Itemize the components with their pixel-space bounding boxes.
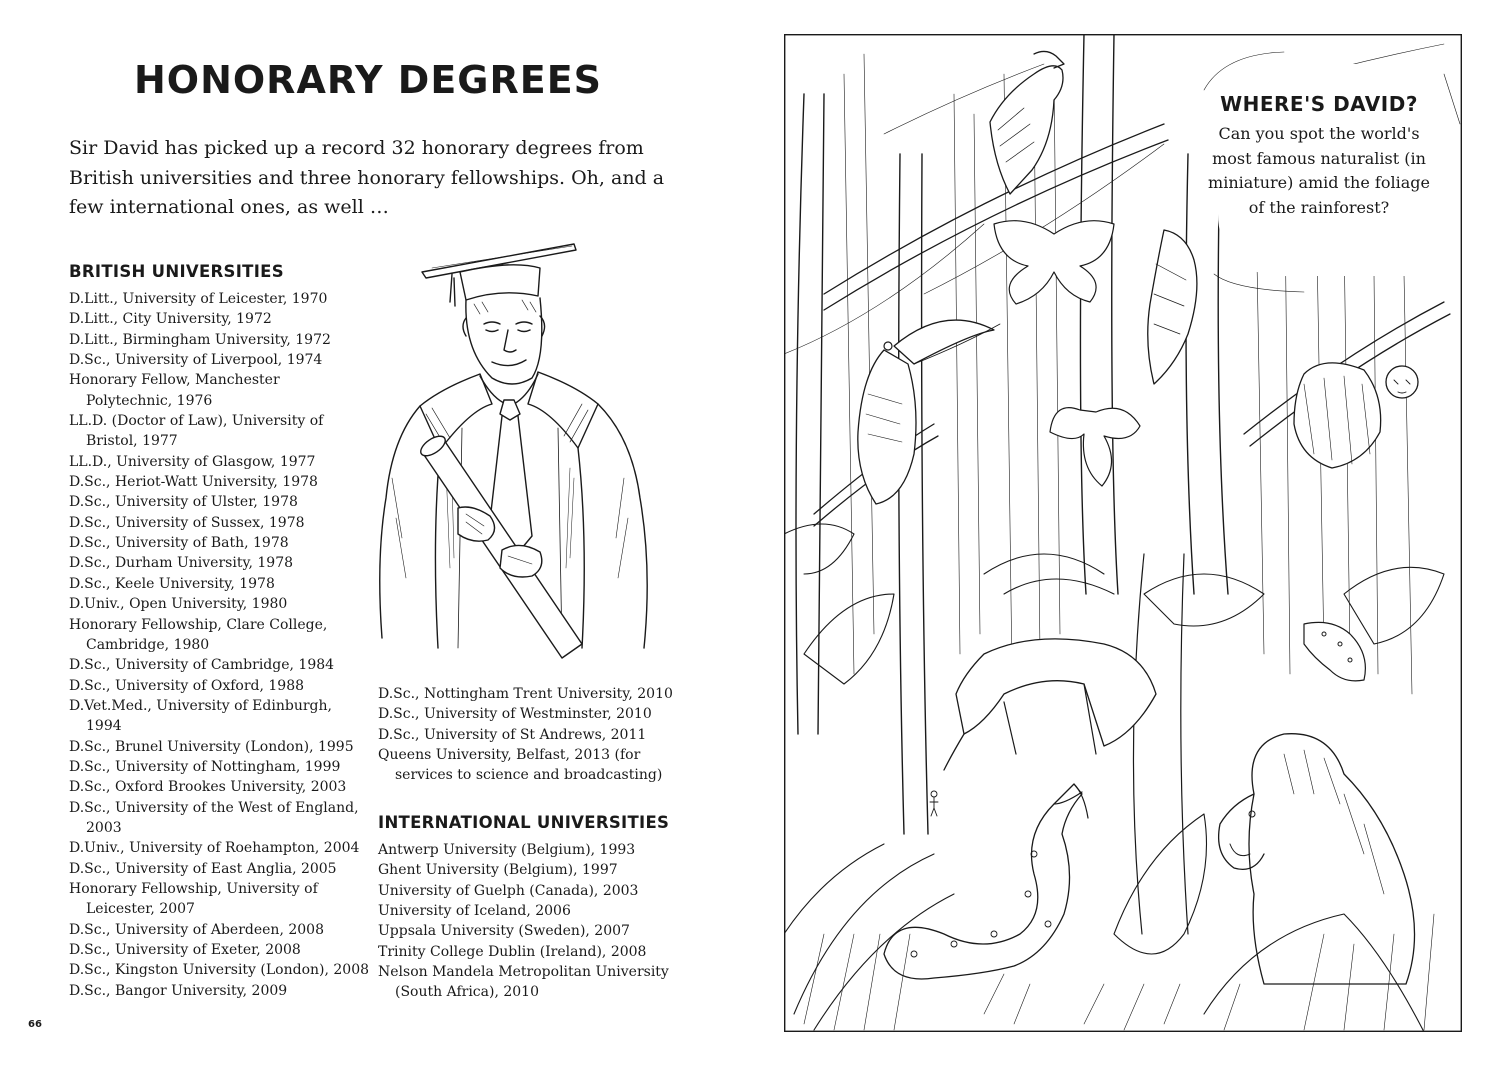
bubble-text: Can you spot the world's most famous naturalist (in miniature) amid the foliage of the rainforest? [1208, 124, 1430, 217]
international-universities-list [378, 840, 678, 1003]
speech-bubble [1208, 92, 1430, 220]
list-item: D.Sc., University of the West of England, 2003 [69, 799, 359, 836]
list-item: D.Sc., University of Liverpool, 1974 [69, 352, 323, 369]
list-item: D.Litt., Birmingham University, 1972 [69, 331, 331, 348]
list-item: University of Iceland, 2006 [378, 903, 571, 920]
list-item: D.Sc., Bangor University, 2009 [69, 982, 288, 999]
list-item: D.Sc., University of Sussex, 1978 [69, 514, 305, 531]
list-item: D.Sc., Oxford Brookes University, 2003 [69, 779, 347, 796]
list-item: D.Sc., University of East Anglia, 2005 [69, 860, 337, 877]
list-item: D.Sc., University of Aberdeen, 2008 [69, 921, 324, 938]
intro-paragraph: Sir David has picked up a record 32 honorary degrees from British universities and three honorary fellowships. Oh, and a few international ones, as well … [69, 137, 665, 218]
list-item: Uppsala University (Sweden), 2007 [378, 923, 630, 940]
list-item: D.Sc., University of Nottingham, 1999 [69, 758, 341, 775]
list-item: University of Guelph (Canada), 2003 [378, 882, 639, 899]
list-item: D.Sc., University of Ulster, 1978 [69, 494, 298, 511]
international-universities-heading: INTERNATIONAL UNIVERSITIES [378, 813, 670, 832]
list-item: D.Sc., Durham University, 1978 [69, 555, 294, 572]
list-item: D.Univ., Open University, 1980 [69, 596, 288, 613]
british-universities-list [69, 289, 369, 1001]
list-item: D.Sc., University of Cambridge, 1984 [69, 657, 335, 674]
list-item: D.Sc., University of Westminster, 2010 [378, 706, 652, 723]
list-item: D.Sc., Kingston University (London), 2008 [69, 962, 370, 979]
list-item: D.Sc., Heriot-Watt University, 1978 [69, 474, 318, 491]
list-item: D.Sc., University of Bath, 1978 [69, 535, 289, 552]
british-universities-list-continued [378, 684, 678, 786]
page-number: 66 [28, 1019, 42, 1030]
british-universities-heading: BRITISH UNIVERSITIES [69, 262, 284, 281]
list-item: Honorary Fellowship, University of Leicester, 2007 [69, 880, 318, 918]
list-item: LL.D., University of Glasgow, 1977 [69, 453, 316, 470]
list-item: D.Sc., University of Exeter, 2008 [69, 942, 301, 958]
list-item: Honorary Fellowship, Clare College, Cambridge, 1980 [69, 616, 328, 653]
list-item: D.Sc., University of Oxford, 1988 [69, 677, 305, 694]
list-item: D.Sc., Brunel University (London), 1995 [69, 738, 354, 755]
list-item: LL.D. (Doctor of Law), University of Bristol, 1977 [69, 413, 324, 450]
list-item: Nelson Mandela Metropolitan University (South Africa), 2010 [378, 964, 669, 1001]
bubble-title: WHERE'S DAVID? [1220, 92, 1418, 116]
list-item: D.Univ., University of Roehampton, 2004 [69, 840, 360, 857]
graduate-portrait-illustration [362, 238, 662, 663]
list-item: D.Litt., City University, 1972 [69, 311, 272, 328]
list-item: D.Vet.Med., University of Edinburgh, 1994 [69, 697, 332, 735]
list-item: Trinity College Dublin (Ireland), 2008 [378, 943, 647, 960]
list-item: Queens University, Belfast, 2013 (for services to science and broadcasting) [378, 747, 663, 784]
page-title: HONORARY DEGREES [133, 58, 603, 102]
list-item: D.Sc., Nottingham Trent University, 2010 [378, 686, 673, 702]
list-item: Honorary Fellow, Manchester Polytechnic, 1976 [69, 372, 280, 409]
list-item: D.Sc., University of St Andrews, 2011 [378, 726, 647, 743]
list-item: D.Sc., Keele University, 1978 [69, 575, 275, 592]
list-item: Ghent University (Belgium), 1997 [378, 862, 618, 879]
list-item: D.Litt., University of Leicester, 1970 [69, 291, 328, 307]
list-item: Antwerp University (Belgium), 1993 [378, 842, 636, 858]
